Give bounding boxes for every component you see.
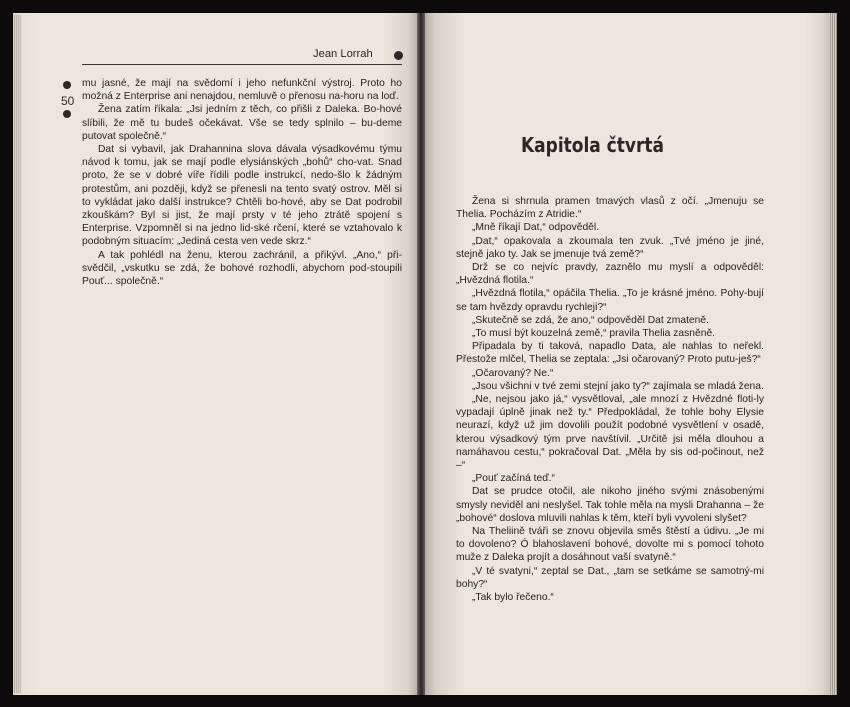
paragraph: „Ne, nejsou jako já,“ vysvětloval, „ale mnozí z Hvězdné floti-ly vypadají úplně jinak než ty.“ Předpokládal, že tohle bohy Elysie neurazí, když už jim dovolili použít podobné vysvětlení v osadě, kterou výsadkový tým prve navštívil. „Určitě jsi měla dlouhou a namáhavou cestu,“ pokračoval Dat. „Měla by sis od-počinout, než –“ [456,394,764,472]
paragraph: „Pouť začíná teď.“ [472,473,555,485]
paragraph: „Očarovaný? Ne.“ [472,367,554,379]
paragraph: Drž se co nejvíc pravdy, zaznělo mu myslí a odpověděl: „Hvězdná flotila.“ [456,262,764,287]
paragraph: mu jasné, že mají na svědomí i jeho nefunkční výstroj. Proto ho možná z Enterprise ani nenajdou, nemluvě o přenosu na-horu na loď. [82,78,402,103]
paragraph: Dat si vybavil, jak Drahannina slova dávala výsadkovému týmu návod k tomu, jak se mají podle elysiánských „bohů“ cho-vat. Snad proto, že se v dobré víře řídili podle instrukcí, nedo-šlo k žádným protestům, ani později, když se přenesli na tento svatý ostrov. Měl si to vykládat jako další instrukce? Chtěli bo-hové, aby se Dat podrobil zkouškám? Byl si jist, že mají prsty v té jeho ztrátě spojení s Enterprise. Vzpomněl si na jedno lid-ské rčení, které se vztahovalo k podobným situacím: „Jediná cesta ven vede skrz.“ [82,144,402,248]
paragraph: Dat se prudce otočil, ale nikoho jiného svými znásobenými smysly neviděl ani neslyšel. Tak tohle měla na mysli Drahanna – že „bohové“ doslova mluvili nahlas k těm, kteří byli vyvoleni slyšet? [456,486,764,524]
right-page-edges [829,13,837,695]
paragraph: A tak pohlédl na ženu, kterou zachránil, a přikývl. „Ano,“ při-svědčil, „vskutku se zdá, že bohové rozhodli, abychom pod-stoupili Pouť... společně.“ [82,249,402,288]
paragraph: Připadala by ti taková, napadlo Data, ale nahlas to neřekl. Přestože mlčel, Thelia se zeptala: „Jsi očarovaný? Proto putu-ješ?“ [456,341,764,366]
paragraph: „V té svatyni,“ zeptal se Dat., „tam se setkáme se samotný-mi bohy?“ [456,565,764,590]
paragraph: „Mně říkají Dat,“ odpověděl. [472,222,600,234]
paragraph: „Jsou všichni v tvé zemi stejní jako ty?“ zajímala se mladá žena. [472,380,764,392]
margin-bullet-icon [63,81,71,89]
left-page-text [82,77,402,288]
paragraph: „Tak bylo řečeno.“ [472,592,554,604]
paragraph: „To musí být kouzelná země,“ pravila Thelia zasněně. [472,328,716,340]
right-page-text [456,195,764,604]
margin-bullet-icon [63,110,71,118]
page-number: 50 [61,94,75,108]
paragraph: Žena zatím říkala: „Jsi jedním z těch, co přišli z Daleka. Bo-hové slíbili, že mě tu budeš očekávat. Vše se tedy splnilo – bu-deme putovat společně.“ [82,104,402,142]
paragraph: „Hvězdná flotila,“ opáčila Thelia. „To je krásné jméno. Pohy-bují se tam hvězdy opravdu rychleji?“ [456,288,764,313]
header-rule [82,64,402,65]
running-head-author: Jean Lorrah [313,48,373,60]
book-gutter [417,13,425,695]
paragraph: Žena si shrnula pramen tmavých vlasů z očí. „Jmenuju se Thelia. Pocházím z Atridie.“ [456,196,764,221]
left-page-edges [13,15,21,693]
paragraph: Na Theliině tváři se znovu objevila směs štěstí a údivu. „Je mi to dovoleno? Ó blahoslavení bohové, dovolte mi s pomocí tohoto muže z Daleka projít a dosáhnout vaší svatyně.“ [456,526,764,564]
paragraph: „Dat,“ opakovala a zkoumala ten zvuk. „Tvé jméno je jiné, stejně jako ty. Jak se jmenuje tvá země?“ [456,235,764,260]
chapter-title: Kapitola čtvrtá [521,133,664,157]
paragraph: „Skutečně se zdá, že ano,“ odpověděl Dat zmateně. [472,314,709,326]
header-bullet-icon [394,51,403,60]
